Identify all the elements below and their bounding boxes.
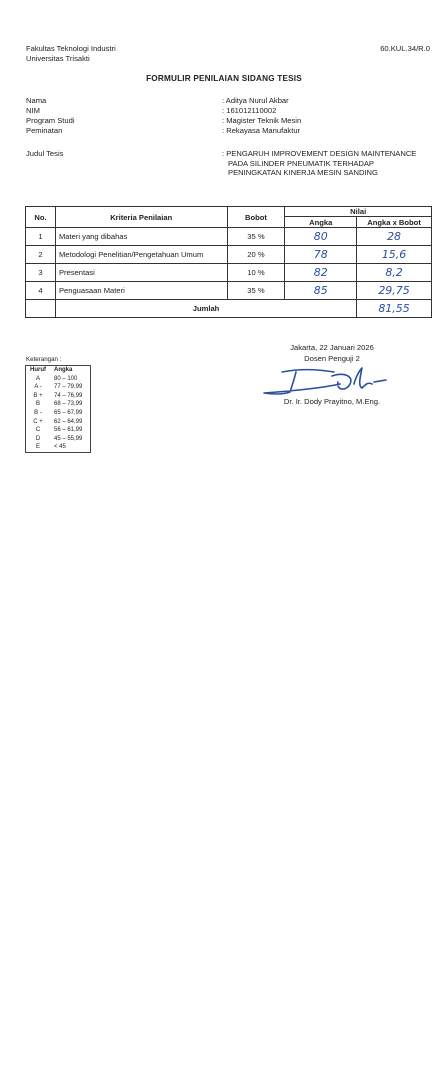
legend-angka: < 45 bbox=[54, 444, 66, 451]
thesis-label: Judul Tesis bbox=[26, 149, 64, 158]
thesis-title-line: : PENGARUH IMPROVEMENT DESIGN MAINTENANCE bbox=[222, 149, 417, 158]
legend-angka: 68 – 73,99 bbox=[54, 401, 83, 408]
legend-huruf: B + bbox=[33, 392, 43, 399]
row-hasil-handwritten: 29,75 bbox=[357, 282, 432, 300]
row-kriteria: Materi yang dibahas bbox=[55, 228, 227, 246]
row-bobot: 35 % bbox=[227, 282, 285, 300]
legend-row bbox=[26, 375, 91, 384]
info-row-nama bbox=[26, 96, 426, 106]
col-header-angka: Angka bbox=[285, 217, 357, 228]
legend-angka: 45 – 55,99 bbox=[54, 435, 83, 442]
legend-angka: 65 – 67,99 bbox=[54, 409, 83, 416]
col-header-nilai: Nilai bbox=[285, 207, 432, 217]
total-value-handwritten: 81,55 bbox=[357, 300, 432, 318]
legend-row bbox=[26, 409, 91, 418]
col-header-no: No. bbox=[26, 207, 56, 228]
info-label: Nama bbox=[26, 96, 47, 105]
score-table bbox=[25, 206, 432, 318]
info-value: : Aditya Nurul Akbar bbox=[222, 96, 289, 105]
table-row bbox=[26, 282, 432, 300]
thesis-title-line: PENINGKATAN KINERJA MESIN SANDING bbox=[228, 168, 378, 177]
table-row bbox=[26, 228, 432, 246]
info-label: NIM bbox=[26, 106, 40, 115]
legend-angka: 56 – 61,99 bbox=[54, 427, 83, 434]
row-kriteria: Metodologi Penelitian/Pengetahuan Umum bbox=[55, 246, 227, 264]
sign-role: Dosen Penguji 2 bbox=[304, 354, 360, 363]
legend-huruf: C bbox=[35, 427, 41, 434]
table-total-row bbox=[26, 300, 432, 318]
document-code: 60.KUL.34/R.0 bbox=[380, 44, 430, 53]
thesis-title-line: PADA SILINDER PNEUMATIK TERHADAP bbox=[228, 158, 375, 168]
row-hasil-handwritten: 15,6 bbox=[357, 246, 432, 264]
legend-huruf: D bbox=[35, 435, 41, 442]
legend-huruf: A - bbox=[34, 384, 42, 391]
row-no: 1 bbox=[26, 228, 56, 246]
university-name: Universitas Trisakti bbox=[26, 53, 90, 63]
col-header-kriteria: Kriteria Penilaian bbox=[55, 207, 227, 228]
row-kriteria: Presentasi bbox=[55, 264, 227, 282]
sign-place-date: Jakarta, 22 Januari 2026 bbox=[290, 343, 374, 352]
legend-angka: 77 – 79,99 bbox=[54, 384, 83, 391]
info-label: Peminatan bbox=[26, 126, 63, 135]
legend-col-huruf: Huruf bbox=[30, 367, 46, 373]
col-header-bobot: Bobot bbox=[227, 207, 285, 228]
total-label: Jumlah bbox=[55, 300, 356, 318]
legend-row bbox=[26, 400, 91, 409]
legend-huruf: B bbox=[35, 401, 40, 408]
info-row-nim bbox=[26, 106, 426, 116]
row-bobot: 10 % bbox=[227, 264, 285, 282]
legend-row bbox=[26, 443, 91, 452]
row-hasil-handwritten: 8,2 bbox=[357, 264, 432, 282]
handwritten-signature-icon bbox=[262, 362, 392, 398]
row-angka-handwritten: 82 bbox=[285, 264, 357, 282]
legend-huruf: A bbox=[35, 375, 40, 382]
info-value: : Magister Teknik Mesin bbox=[222, 116, 302, 125]
row-no: 4 bbox=[26, 282, 56, 300]
info-label: Program Studi bbox=[26, 116, 75, 125]
document-header bbox=[26, 44, 116, 63]
legend-angka: 80 – 100 bbox=[54, 375, 78, 382]
info-value: : 161012110002 bbox=[222, 106, 277, 115]
row-angka-handwritten: 78 bbox=[285, 246, 357, 264]
table-header-row bbox=[26, 207, 432, 217]
legend-angka: 62 – 64,99 bbox=[54, 418, 83, 425]
legend-angka: 74 – 76,99 bbox=[54, 392, 83, 399]
legend-row bbox=[26, 383, 91, 392]
sign-name: Dr. Ir. Dody Prayitno, M.Eng. bbox=[283, 397, 381, 406]
row-no: 3 bbox=[26, 264, 56, 282]
row-no: 2 bbox=[26, 246, 56, 264]
grade-legend-table bbox=[25, 365, 91, 453]
legend-huruf: B - bbox=[34, 409, 42, 416]
legend-huruf: E bbox=[35, 444, 40, 451]
info-row-program-studi bbox=[26, 116, 426, 126]
row-angka-handwritten: 85 bbox=[285, 282, 357, 300]
row-kriteria: Penguasaan Materi bbox=[55, 282, 227, 300]
legend-row bbox=[26, 418, 91, 427]
table-row bbox=[26, 264, 432, 282]
info-row-peminatan bbox=[26, 126, 426, 136]
table-row bbox=[26, 246, 432, 264]
legend-huruf: C + bbox=[33, 418, 43, 425]
legend-header-row bbox=[26, 366, 91, 375]
faculty-name: Fakultas Teknologi Industri bbox=[26, 44, 116, 53]
legend-row bbox=[26, 392, 91, 401]
legend-col-angka: Angka bbox=[54, 367, 73, 373]
row-bobot: 35 % bbox=[227, 228, 285, 246]
row-bobot: 20 % bbox=[227, 246, 285, 264]
info-value: : Rekayasa Manufaktur bbox=[222, 126, 301, 135]
legend-title: Keterangan : bbox=[26, 356, 62, 363]
row-angka-handwritten: 80 bbox=[285, 228, 357, 246]
total-empty-cell bbox=[26, 300, 56, 318]
legend-row bbox=[26, 426, 91, 435]
thesis-title-block bbox=[26, 149, 426, 181]
legend-row bbox=[26, 435, 91, 444]
row-hasil-handwritten: 28 bbox=[357, 228, 432, 246]
form-title: FORMULIR PENILAIAN SIDANG TESIS bbox=[146, 74, 302, 83]
col-header-angka-bobot: Angka x Bobot bbox=[357, 217, 432, 228]
